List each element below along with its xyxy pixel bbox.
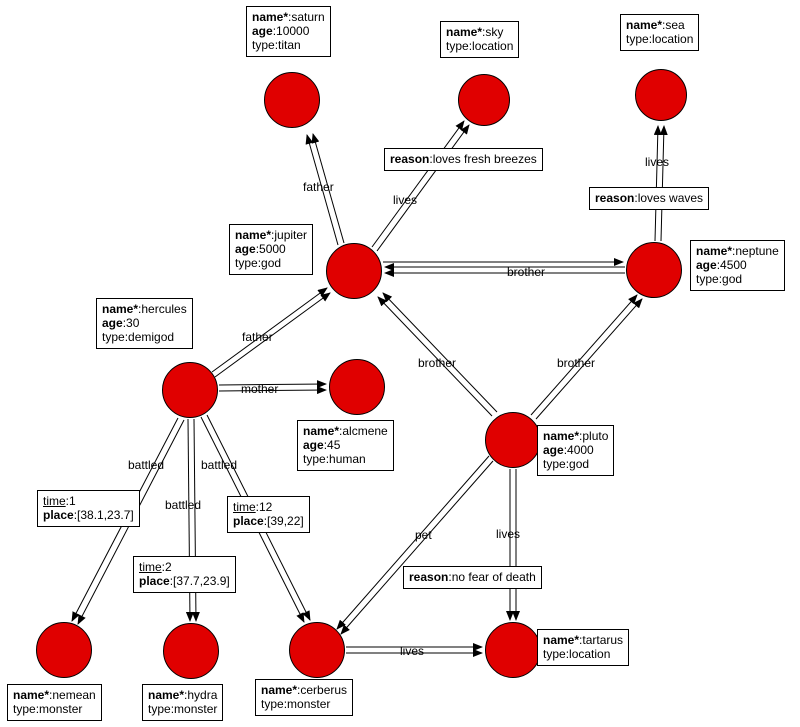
graph-node-alcmene[interactable] [329, 359, 385, 415]
prop-value: :sky [482, 25, 504, 39]
prop-key: type [626, 32, 649, 46]
graph-node-tartarus[interactable] [485, 622, 541, 678]
prop-key: name* [148, 688, 185, 702]
prop-key: type [303, 452, 326, 466]
node-props-cerberus [255, 679, 353, 716]
node-props-neptune [690, 240, 785, 291]
graph-node-hydra[interactable] [163, 623, 219, 679]
prop-key: name* [696, 244, 733, 258]
prop-value: :4000 [563, 443, 594, 457]
edge-props-battle-nemean [37, 490, 140, 527]
node-props-hydra [142, 684, 223, 721]
prop-key: name* [446, 25, 483, 39]
edge-props-no-fear-of-death [403, 566, 542, 589]
node-props-hercules [96, 298, 193, 349]
node-props-sea [620, 14, 699, 51]
prop-value: :nemean [49, 688, 96, 702]
prop-value: :loves fresh breezes [429, 152, 537, 166]
prop-value: :2 [161, 560, 172, 574]
prop-key: name* [626, 18, 663, 32]
graph-node-hercules[interactable] [162, 362, 218, 418]
prop-value: :demigod [124, 330, 175, 344]
prop-key: type [543, 457, 566, 471]
graph-node-saturn[interactable] [264, 72, 320, 128]
prop-key: reason [390, 152, 430, 166]
edge-props-battle-cerberus-time2 [133, 556, 236, 593]
prop-key: reason [595, 191, 635, 205]
prop-key: name* [261, 683, 298, 697]
prop-key: type [13, 702, 36, 716]
edge-label-lives-sea: lives [645, 155, 670, 169]
prop-value: :10000 [272, 24, 310, 38]
prop-key: type [696, 272, 719, 286]
prop-key: name* [13, 688, 50, 702]
node-props-tartarus [537, 629, 629, 666]
edge-props-loves-waves [589, 187, 709, 210]
prop-key: type [148, 702, 171, 716]
edge-props-battle-hydra-time12 [227, 496, 310, 533]
prop-value: :pluto [579, 429, 609, 443]
edge-label-brother-jp: brother [418, 356, 457, 370]
prop-value: :location [468, 39, 514, 53]
prop-key: type [543, 647, 566, 661]
prop-value: :god [565, 457, 590, 471]
prop-value: :1 [65, 494, 76, 508]
prop-key: type [235, 256, 258, 270]
prop-value: :jupiter [271, 228, 308, 242]
prop-key: place [139, 574, 170, 588]
prop-value: :god [718, 272, 743, 286]
edge-label-father-saturn: father [303, 180, 334, 194]
prop-key: age [543, 443, 564, 457]
graph-node-neptune[interactable] [626, 242, 682, 298]
prop-key: place [43, 508, 74, 522]
edge-label-lives-sky: lives [393, 193, 418, 207]
prop-key: time [233, 500, 256, 514]
edge-label-battled-hydra: battled [201, 458, 238, 472]
prop-value: :30 [122, 316, 140, 330]
prop-value: :god [257, 256, 282, 270]
prop-key: type [252, 38, 275, 52]
prop-value: :titan [274, 38, 301, 52]
prop-value: :saturn [288, 10, 325, 24]
prop-key: name* [543, 429, 580, 443]
prop-value: :[37.7,23.9] [169, 574, 230, 588]
prop-value: :location [565, 647, 611, 661]
graph-node-jupiter[interactable] [326, 243, 382, 299]
edge-label-lives-cerberus: lives [400, 644, 425, 658]
edge-label-brother-np: brother [557, 356, 596, 370]
prop-key: age [696, 258, 717, 272]
prop-key: reason [409, 570, 449, 584]
prop-key: place [233, 514, 264, 528]
node-props-nemean [7, 684, 102, 721]
prop-key: type [261, 697, 284, 711]
prop-key: type [102, 330, 125, 344]
prop-key: time [43, 494, 66, 508]
prop-key: type [446, 39, 469, 53]
graph-node-sea[interactable] [635, 69, 687, 121]
prop-value: :monster [170, 702, 218, 716]
prop-key: name* [235, 228, 272, 242]
prop-key: name* [543, 633, 580, 647]
graph-node-pluto[interactable] [485, 412, 541, 468]
edge-label-battled-cerberus: battled [165, 498, 202, 512]
graph-node-cerberus[interactable] [289, 622, 345, 678]
node-props-alcmene [297, 420, 394, 471]
prop-value: :no fear of death [448, 570, 536, 584]
edge-label-mother-ha: mother [241, 382, 279, 396]
prop-value: :hercules [138, 302, 187, 316]
prop-key: time [139, 560, 162, 574]
prop-value: :45 [323, 438, 341, 452]
prop-key: age [303, 438, 324, 452]
prop-value: :hydra [184, 688, 218, 702]
prop-value: :monster [35, 702, 83, 716]
node-props-pluto [537, 425, 614, 476]
edge-label-father-hj: father [242, 330, 273, 344]
prop-key: name* [102, 302, 139, 316]
prop-value: :loves waves [634, 191, 704, 205]
prop-key: age [252, 24, 273, 38]
graph-node-sky[interactable] [458, 74, 510, 126]
prop-value: :monster [283, 697, 331, 711]
prop-value: :neptune [732, 244, 779, 258]
edge-label-brother-jn: brother [507, 265, 546, 279]
prop-value: :[39,22] [263, 514, 304, 528]
prop-value: :sea [662, 18, 685, 32]
prop-value: :cerberus [297, 683, 348, 697]
edge-label-pet-cerberus: pet [415, 528, 432, 542]
graph-node-nemean[interactable] [36, 622, 92, 678]
prop-value: :tartarus [579, 633, 624, 647]
prop-value: :alcmene [339, 424, 388, 438]
node-props-jupiter [229, 224, 313, 275]
prop-value: :12 [255, 500, 273, 514]
prop-key: age [102, 316, 123, 330]
prop-value: :human [325, 452, 366, 466]
node-props-saturn [246, 6, 331, 57]
prop-value: :[38.1,23.7] [73, 508, 134, 522]
prop-value: :4500 [716, 258, 747, 272]
prop-key: age [235, 242, 256, 256]
edge-label-battled-nemean: battled [128, 458, 165, 472]
edge-props-loves-fresh-breezes [384, 148, 543, 171]
edge-label-lives-pluto: lives [496, 527, 521, 541]
prop-key: name* [252, 10, 289, 24]
prop-key: name* [303, 424, 340, 438]
prop-value: :5000 [255, 242, 286, 256]
node-props-sky [440, 21, 519, 58]
prop-value: :location [648, 32, 694, 46]
